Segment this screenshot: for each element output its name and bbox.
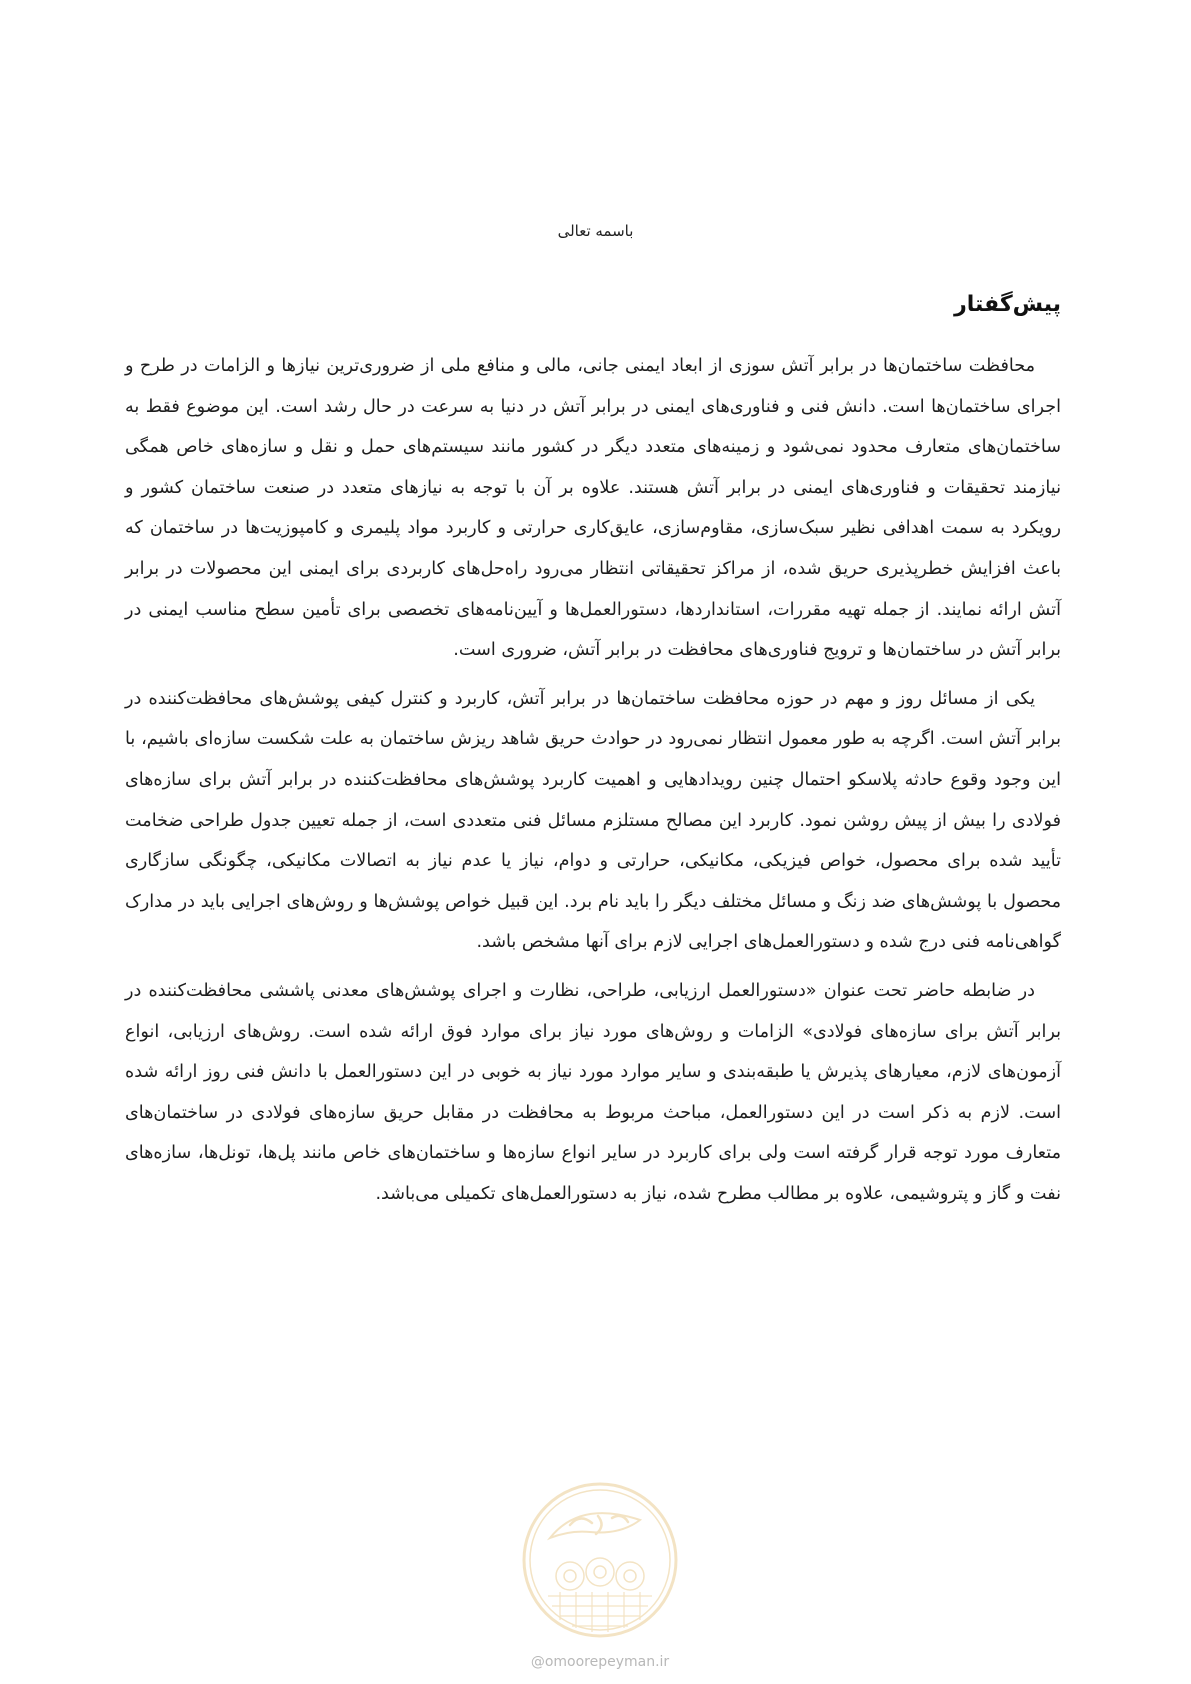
paragraph-3: در ضابطه حاضر تحت عنوان «دستورالعمل ارزیابی، طراحی، نظارت و اجرای پوشش‌های معدنی پاششی محافظت‌کننده در برابر آتش برای سازه‌های فولادی» الزامات و روش‌های مورد نیاز برای موارد فوق ارائه شده است. روش‌های ارزیابی، انواع آزمون‌های لازم، معیارهای پذیرش یا طبقه‌بندی و سایر موارد مورد نیاز به خوبی در این دستورالعمل با دانش فنی روز ارائه شده است. لازم به ذکر است در این دستورالعمل، مباحث مربوط به محافظت در مقابل حریق سازه‌های فولادی در ساختمان‌های متعارف مورد توجه قرار گرفته است ولی برای کاربرد در سایر انواع سازه‌ها و ساختمان‌های خاص مانند پل‌ها، تونل‌ها، سازه‌های نفت و گاز و پتروشیمی، علاوه بر مطالب مطرح شده، نیاز به دستورالعمل‌های تکمیلی می‌باشد. — [125, 980, 1061, 1204]
page-heading: پیش‌گفتار — [954, 292, 1061, 317]
invocation-line: باسمه تعالی — [557, 222, 634, 240]
watermark-logo — [520, 1480, 680, 1660]
body-text — [125, 346, 1061, 1222]
paragraph-1: محافظت ساختمان‌ها در برابر آتش سوزی از ابعاد ایمنی جانی، مالی و منافع ملی از ضروری‌ترین نیازها و الزامات در طرح و اجرای ساختمان‌ها است. دانش فنی و فناوری‌های ایمنی در برابر آتش در دنیا به سرعت در حال رشد است. این موضوع فقط به ساختمان‌های متعارف محدود نمی‌شود و زمینه‌های متعدد دیگر در کشور مانند سیستم‌های حمل و نقل و سازه‌های خاص همگی نیازمند تحقیقات و فناوری‌های ایمنی در برابر آتش هستند. علاوه بر آن با توجه به نیازهای متعدد در صنعت ساختمان کشور و رویکرد به سمت اهدافی نظیر سبک‌سازی، مقاوم‌سازی، عایق‌کاری حرارتی و کاربرد مواد پلیمری و کامپوزیت‌ها در ساختمان که باعث افزایش خطرپذیری حریق شده، از مراکز تحقیقاتی انتظار می‌رود راه‌حل‌های کاربردی برای ایمنی این محصولات در برابر آتش ارائه نمایند. از جمله تهیه مقررات، استانداردها، دستورالعمل‌ها و آیین‌نامه‌های تخصصی برای تأمین سطح مناسب ایمنی در برابر آتش در ساختمان‌ها و ترویج فناوری‌های محافظت در برابر آتش، ضروری است. — [125, 356, 1061, 661]
omoorepeyman-seal-icon — [520, 1480, 680, 1640]
paragraph-2: یکی از مسائل روز و مهم در حوزه محافظت ساختمان‌ها در برابر آتش، کاربرد و کنترل کیفی پوشش‌های محافظت‌کننده در برابر آتش است. اگرچه به طور معمول انتظار نمی‌رود در حوادث حریق شاهد ریزش ساختمان به علت شکست سازه‌ای باشیم، با این وجود وقوع حادثه پلاسکو احتمال چنین رویدادهایی و اهمیت کاربرد پوشش‌های محافظت‌کننده در برابر آتش برای سازه‌های فولادی را بیش از پیش روشن نمود. کاربرد این مصالح مستلزم مسائل فنی متعددی است، از جمله تعیین جدول طراحی ضخامت تأیید شده برای محصول، خواص فیزیکی، مکانیکی، حرارتی و دوام، نیاز یا عدم نیاز به اتصالات مکانیکی، چگونگی سازگاری محصول با پوشش‌های ضد زنگ و مسائل مختلف دیگر را باید نام برد. این قبیل خواص پوشش‌ها و روش‌های اجرایی باید در مدارک گواهی‌نامه فنی درج شده و دستورالعمل‌های اجرایی لازم برای آنها مشخص باشد. — [125, 688, 1061, 953]
watermark-url: @omoorepeyman.ir — [530, 1654, 670, 1670]
